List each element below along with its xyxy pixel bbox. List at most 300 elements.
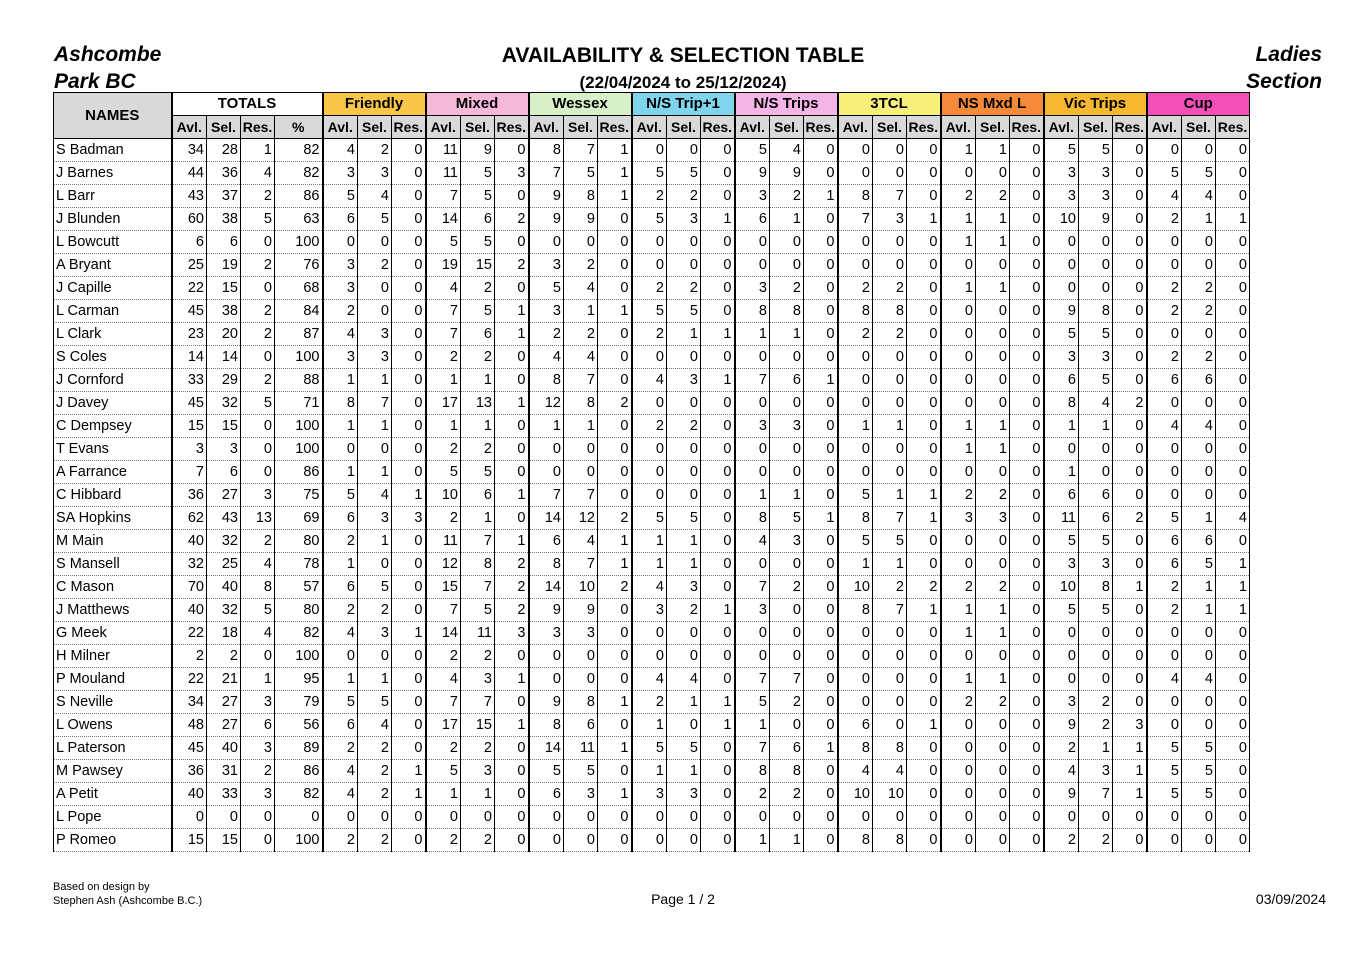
group-subheader: Sel.: [461, 116, 495, 139]
group-cell: 1: [976, 622, 1010, 645]
group-cell: 0: [392, 369, 426, 392]
group-cell: 0: [392, 599, 426, 622]
group-cell: 0: [976, 829, 1010, 852]
group-cell: 1: [495, 323, 529, 346]
totals-cell: 38: [207, 208, 241, 231]
group-cell: 2: [358, 760, 392, 783]
group-cell: 4: [323, 622, 358, 645]
group-cell: 4: [1147, 415, 1182, 438]
group-cell: 3: [564, 622, 598, 645]
group-cell: 0: [804, 231, 838, 254]
totals-cell: 75: [275, 484, 323, 507]
group-cell: 2: [667, 415, 701, 438]
group-cell: 2: [632, 415, 667, 438]
group-subheader: Avl.: [529, 116, 564, 139]
group-cell: 4: [1147, 185, 1182, 208]
group-cell: 2: [941, 185, 976, 208]
group-cell: 0: [392, 162, 426, 185]
design-credit-line1: Based on design by: [53, 881, 150, 893]
table-row: [54, 461, 1250, 484]
group-cell: 19: [426, 254, 461, 277]
group-cell: 3: [461, 760, 495, 783]
group-cell: 0: [873, 806, 907, 829]
player-name: P Romeo: [54, 829, 172, 852]
group-cell: 0: [1113, 668, 1147, 691]
availability-table: [53, 92, 1250, 852]
totals-cell: 2: [241, 530, 275, 553]
group-cell: 1: [941, 415, 976, 438]
group-cell: 0: [1113, 806, 1147, 829]
player-name: P Mouland: [54, 668, 172, 691]
group-cell: 0: [358, 806, 392, 829]
names-column-header: NAMES: [54, 93, 172, 139]
group-cell: 7: [873, 599, 907, 622]
group-cell: 2: [770, 783, 804, 806]
group-cell: 1: [358, 530, 392, 553]
group-subheader: Avl.: [632, 116, 667, 139]
group-cell: 0: [1010, 139, 1044, 162]
player-name: M Main: [54, 530, 172, 553]
group-cell: 0: [1216, 300, 1250, 323]
group-cell: 0: [701, 300, 735, 323]
totals-cell: 100: [275, 829, 323, 852]
group-cell: 0: [1044, 668, 1079, 691]
player-name: J Cornford: [54, 369, 172, 392]
group-subheader: Sel.: [1182, 116, 1216, 139]
group-cell: 3: [529, 622, 564, 645]
totals-cell: 88: [275, 369, 323, 392]
group-cell: 9: [564, 208, 598, 231]
group-cell: 2: [461, 737, 495, 760]
group-cell: 0: [461, 806, 495, 829]
group-cell: 1: [392, 484, 426, 507]
table-row: [54, 806, 1250, 829]
player-name: L Bowcutt: [54, 231, 172, 254]
group-cell: 0: [804, 162, 838, 185]
table-row: [54, 139, 1250, 162]
totals-cell: 0: [172, 806, 207, 829]
group-cell: 8: [1079, 576, 1113, 599]
group-cell: 0: [804, 645, 838, 668]
group-cell: 5: [358, 576, 392, 599]
group-cell: 0: [770, 392, 804, 415]
totals-cell: 0: [241, 438, 275, 461]
group-cell: 0: [632, 622, 667, 645]
totals-cell: 15: [172, 829, 207, 852]
group-cell: 1: [667, 691, 701, 714]
group-subheader: Avl.: [941, 116, 976, 139]
totals-cell: 89: [275, 737, 323, 760]
group-cell: 0: [907, 139, 941, 162]
group-cell: 7: [426, 300, 461, 323]
group-cell: 0: [907, 645, 941, 668]
group-cell: 7: [873, 507, 907, 530]
group-cell: 0: [873, 346, 907, 369]
group-cell: 4: [1182, 668, 1216, 691]
group-cell: 0: [392, 415, 426, 438]
group-cell: 0: [667, 829, 701, 852]
group-cell: 0: [1147, 484, 1182, 507]
totals-cell: 43: [207, 507, 241, 530]
table-row: [54, 599, 1250, 622]
totals-cell: 0: [241, 415, 275, 438]
group-cell: 0: [804, 599, 838, 622]
group-cell: 0: [1010, 208, 1044, 231]
group-cell: 1: [598, 162, 632, 185]
player-name: S Neville: [54, 691, 172, 714]
group-cell: 5: [632, 300, 667, 323]
group-cell: 0: [735, 622, 770, 645]
group-cell: 1: [667, 760, 701, 783]
totals-cell: 13: [241, 507, 275, 530]
group-cell: 3: [770, 415, 804, 438]
group-cell: 2: [873, 323, 907, 346]
totals-cell: 0: [241, 231, 275, 254]
totals-cell: 0: [241, 806, 275, 829]
group-cell: 0: [358, 438, 392, 461]
table-row: [54, 691, 1250, 714]
group-cell: 0: [1079, 806, 1113, 829]
group-cell: 0: [667, 254, 701, 277]
totals-cell: 56: [275, 714, 323, 737]
group-cell: 0: [564, 438, 598, 461]
group-cell: 0: [632, 392, 667, 415]
group-cell: 1: [735, 323, 770, 346]
group-cell: 3: [1079, 185, 1113, 208]
page-number: Page 1 / 2: [651, 891, 715, 907]
group-cell: 2: [838, 277, 873, 300]
group-cell: 2: [873, 277, 907, 300]
group-cell: 0: [838, 162, 873, 185]
group-cell: 0: [907, 553, 941, 576]
totals-cell: 0: [207, 806, 241, 829]
group-cell: 2: [426, 507, 461, 530]
group-cell: 1: [907, 507, 941, 530]
group-cell: 0: [392, 668, 426, 691]
table-row: [54, 231, 1250, 254]
group-cell: 0: [598, 806, 632, 829]
group-cell: 0: [495, 829, 529, 852]
group-cell: 1: [358, 461, 392, 484]
group-cell: 0: [1113, 438, 1147, 461]
group-cell: 0: [1010, 231, 1044, 254]
group-cell: 1: [976, 599, 1010, 622]
group-cell: 0: [701, 622, 735, 645]
player-name: M Pawsey: [54, 760, 172, 783]
design-credit-line2: Stephen Ash (Ashcombe B.C.): [53, 895, 203, 907]
group-cell: 6: [838, 714, 873, 737]
group-cell: 5: [1182, 162, 1216, 185]
group-cell: 8: [564, 691, 598, 714]
group-cell: 0: [1010, 530, 1044, 553]
group-cell: 0: [1216, 530, 1250, 553]
totals-cell: 68: [275, 277, 323, 300]
group-cell: 0: [1079, 622, 1113, 645]
group-cell: 7: [1079, 783, 1113, 806]
group-cell: 0: [804, 392, 838, 415]
totals-cell: 45: [172, 392, 207, 415]
group-cell: 0: [941, 323, 976, 346]
group-cell: 2: [976, 576, 1010, 599]
group-cell: 0: [735, 461, 770, 484]
totals-cell: 82: [275, 139, 323, 162]
player-name: C Hibbard: [54, 484, 172, 507]
table-row: [54, 829, 1250, 852]
group-cell: 0: [667, 622, 701, 645]
group-cell: 0: [392, 737, 426, 760]
group-cell: 10: [564, 576, 598, 599]
group-cell: 0: [529, 806, 564, 829]
group-cell: 1: [598, 553, 632, 576]
group-cell: 0: [1010, 162, 1044, 185]
group-cell: 6: [735, 208, 770, 231]
group-cell: 0: [632, 438, 667, 461]
table-row: [54, 530, 1250, 553]
group-cell: 0: [1182, 645, 1216, 668]
group-cell: 7: [735, 668, 770, 691]
group-cell: 1: [1216, 208, 1250, 231]
group-cell: 14: [529, 576, 564, 599]
totals-cell: 27: [207, 714, 241, 737]
group-cell: 4: [1182, 415, 1216, 438]
group-cell: 8: [529, 139, 564, 162]
group-cell: 0: [529, 438, 564, 461]
group-cell: 1: [598, 691, 632, 714]
totals-cell: 40: [207, 576, 241, 599]
group-cell: 0: [1010, 461, 1044, 484]
totals-cell: 27: [207, 691, 241, 714]
group-cell: 1: [392, 783, 426, 806]
group-cell: 5: [632, 162, 667, 185]
totals-cell: 36: [172, 484, 207, 507]
group-cell: 3: [667, 576, 701, 599]
totals-cell: 86: [275, 185, 323, 208]
group-cell: 1: [1113, 760, 1147, 783]
totals-cell: 87: [275, 323, 323, 346]
group-cell: 0: [838, 691, 873, 714]
group-cell: 0: [392, 461, 426, 484]
group-cell: 0: [873, 231, 907, 254]
group-cell: 4: [667, 668, 701, 691]
group-cell: 5: [873, 530, 907, 553]
group-cell: 0: [495, 185, 529, 208]
group-cell: 0: [976, 714, 1010, 737]
totals-cell: 37: [207, 185, 241, 208]
group-cell: 1: [495, 484, 529, 507]
totals-cell: 5: [241, 392, 275, 415]
group-subheader: Sel.: [358, 116, 392, 139]
group-subheader: Avl.: [1147, 116, 1182, 139]
group-cell: 8: [838, 829, 873, 852]
group-cell: 8: [873, 300, 907, 323]
group-cell: 0: [1079, 277, 1113, 300]
player-name: S Coles: [54, 346, 172, 369]
group-cell: 0: [976, 300, 1010, 323]
totals-cell: 3: [241, 737, 275, 760]
group-cell: 1: [632, 553, 667, 576]
group-cell: 4: [564, 277, 598, 300]
totals-cell: 4: [241, 162, 275, 185]
group-cell: 3: [667, 369, 701, 392]
player-name: J Blunden: [54, 208, 172, 231]
group-cell: 5: [426, 461, 461, 484]
group-cell: 3: [770, 530, 804, 553]
group-cell: 6: [1079, 484, 1113, 507]
group-cell: 0: [804, 714, 838, 737]
group-cell: 1: [323, 461, 358, 484]
group-subheader: Res.: [598, 116, 632, 139]
group-cell: 0: [1216, 714, 1250, 737]
group-cell: 0: [1010, 185, 1044, 208]
group-cell: 3: [735, 185, 770, 208]
group-cell: 9: [735, 162, 770, 185]
group-cell: 7: [461, 576, 495, 599]
group-cell: 4: [735, 530, 770, 553]
group-cell: 7: [873, 185, 907, 208]
totals-cell: 15: [207, 829, 241, 852]
group-cell: 0: [1182, 829, 1216, 852]
group-cell: 0: [873, 668, 907, 691]
totals-cell: 5: [241, 208, 275, 231]
group-cell: 3: [461, 668, 495, 691]
group-cell: 14: [529, 507, 564, 530]
group-subheader: Res.: [1010, 116, 1044, 139]
group-cell: 0: [598, 254, 632, 277]
group-cell: 8: [735, 300, 770, 323]
group-cell: 11: [426, 530, 461, 553]
table-row: [54, 484, 1250, 507]
club-name-line1: Ashcombe: [54, 43, 162, 66]
group-cell: 0: [392, 346, 426, 369]
group-cell: 2: [461, 829, 495, 852]
group-cell: 0: [701, 254, 735, 277]
group-cell: 5: [323, 185, 358, 208]
totals-cell: 70: [172, 576, 207, 599]
group-cell: 3: [1044, 346, 1079, 369]
group-cell: 0: [1216, 185, 1250, 208]
totals-cell: 1: [241, 668, 275, 691]
totals-cell: 40: [172, 599, 207, 622]
group-cell: 5: [323, 484, 358, 507]
group-cell: 0: [323, 231, 358, 254]
group-cell: 1: [1216, 599, 1250, 622]
group-cell: 0: [1010, 622, 1044, 645]
group-cell: 0: [1182, 392, 1216, 415]
group-cell: 0: [1010, 323, 1044, 346]
group-cell: 0: [323, 438, 358, 461]
player-name: T Evans: [54, 438, 172, 461]
totals-cell: 32: [172, 553, 207, 576]
group-cell: 5: [735, 691, 770, 714]
totals-cell: 80: [275, 530, 323, 553]
group-cell: 3: [358, 346, 392, 369]
group-cell: 3: [323, 254, 358, 277]
totals-cell: 69: [275, 507, 323, 530]
group-cell: 7: [461, 691, 495, 714]
group-cell: 8: [564, 185, 598, 208]
group-cell: 0: [1113, 162, 1147, 185]
totals-cell: 6: [207, 461, 241, 484]
group-cell: 13: [461, 392, 495, 415]
group-cell: 3: [667, 208, 701, 231]
group-header: NS Mxd L: [941, 93, 1044, 116]
group-header: N/S Trip+1: [632, 93, 735, 116]
group-cell: 1: [358, 415, 392, 438]
group-cell: 0: [1079, 668, 1113, 691]
group-cell: 3: [632, 783, 667, 806]
group-cell: 0: [701, 392, 735, 415]
totals-cell: 3: [241, 783, 275, 806]
group-cell: 0: [976, 806, 1010, 829]
totals-cell: 76: [275, 254, 323, 277]
group-cell: 6: [323, 208, 358, 231]
group-cell: 2: [426, 737, 461, 760]
group-cell: 0: [735, 392, 770, 415]
group-cell: 0: [1113, 254, 1147, 277]
group-header: Mixed: [426, 93, 529, 116]
group-cell: 1: [598, 530, 632, 553]
totals-cell: 8: [241, 576, 275, 599]
group-cell: 1: [667, 530, 701, 553]
group-cell: 0: [392, 139, 426, 162]
group-cell: 0: [907, 668, 941, 691]
group-cell: 0: [1182, 139, 1216, 162]
group-cell: 6: [323, 576, 358, 599]
group-cell: 1: [495, 300, 529, 323]
group-cell: 0: [495, 461, 529, 484]
group-header: Cup: [1147, 93, 1250, 116]
group-cell: 0: [1216, 668, 1250, 691]
group-cell: 0: [529, 461, 564, 484]
group-cell: 5: [1147, 507, 1182, 530]
group-cell: 0: [1113, 829, 1147, 852]
group-cell: 9: [461, 139, 495, 162]
group-cell: 4: [358, 185, 392, 208]
group-cell: 2: [941, 484, 976, 507]
group-cell: 1: [392, 622, 426, 645]
group-cell: 4: [1216, 507, 1250, 530]
totals-cell: 14: [207, 346, 241, 369]
totals-cell: 5: [241, 599, 275, 622]
group-cell: 0: [804, 254, 838, 277]
group-cell: 0: [564, 806, 598, 829]
group-cell: 1: [426, 415, 461, 438]
group-cell: 3: [495, 622, 529, 645]
group-cell: 0: [1044, 231, 1079, 254]
group-cell: 0: [770, 553, 804, 576]
group-cell: 8: [770, 300, 804, 323]
group-cell: 0: [1113, 323, 1147, 346]
date-range: (22/04/2024 to 25/12/2024): [579, 73, 787, 92]
group-cell: 2: [632, 691, 667, 714]
group-cell: 0: [495, 438, 529, 461]
group-cell: 0: [1010, 415, 1044, 438]
group-cell: 2: [770, 277, 804, 300]
table-row: [54, 668, 1250, 691]
group-cell: 0: [1147, 139, 1182, 162]
group-cell: 0: [1216, 760, 1250, 783]
group-cell: 5: [1079, 323, 1113, 346]
group-cell: 1: [1044, 415, 1079, 438]
group-cell: 0: [735, 231, 770, 254]
group-cell: 3: [976, 507, 1010, 530]
section-name: [1246, 41, 1322, 95]
totals-cell: 2: [241, 760, 275, 783]
group-cell: 0: [1044, 806, 1079, 829]
group-cell: 0: [1182, 714, 1216, 737]
group-cell: 5: [461, 300, 495, 323]
group-cell: 0: [873, 461, 907, 484]
